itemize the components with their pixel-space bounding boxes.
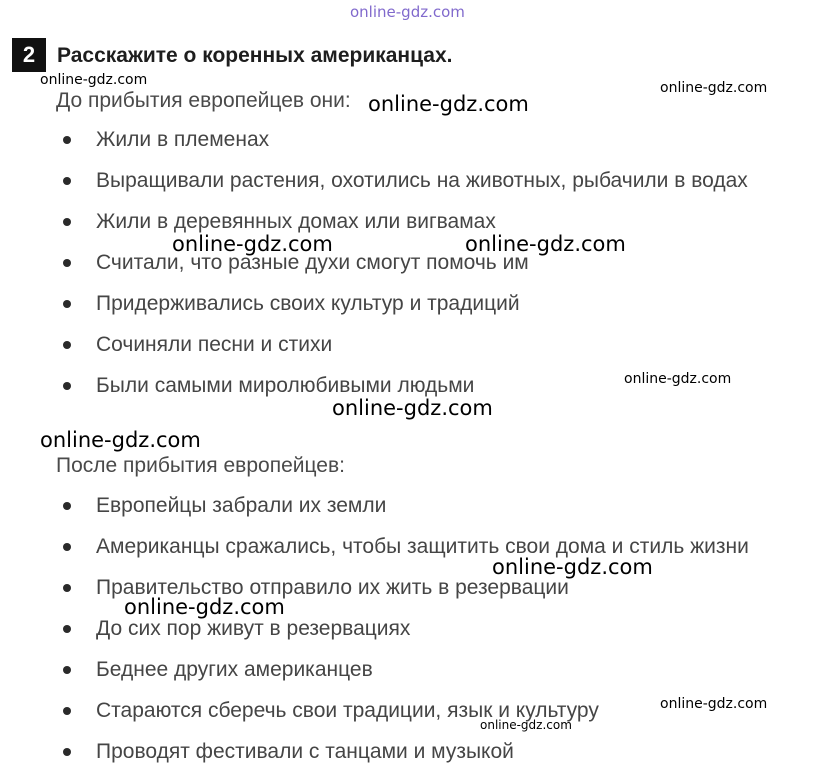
bullet-icon <box>63 502 71 510</box>
watermark: online-gdz.com <box>40 428 201 452</box>
list-item-text: Сочиняли песни и стихи <box>96 333 333 356</box>
bullet-icon <box>63 136 71 144</box>
list-item-text: Стараются сберечь свои традиции, язык и культуру <box>96 699 599 722</box>
list-item-text: Правительство отправило их жить в резервации <box>96 576 569 599</box>
list-item-text: Придерживались своих культур и традиций <box>96 292 520 315</box>
list-item-text: Считали, что разные духи смогут помочь им <box>96 251 529 274</box>
bullet-icon <box>63 259 71 267</box>
watermark: online-gdz.com <box>660 80 768 96</box>
watermark: online-gdz.com <box>350 3 465 21</box>
bullet-icon <box>63 748 71 756</box>
watermark: online-gdz.com <box>660 696 768 712</box>
bullet-icon <box>63 218 71 226</box>
list-item-text: Жили в племенах <box>96 128 270 151</box>
list-item-text: Выращивали растения, охотились на животных, рыбачили в водах <box>96 169 748 192</box>
watermark: online-gdz.com <box>172 232 333 256</box>
list-item-text: До сих пор живут в резервациях <box>96 617 411 640</box>
watermark: online-gdz.com <box>124 595 285 619</box>
list-item-text: Были самыми миролюбивыми людьми <box>96 374 475 397</box>
bullet-icon <box>63 584 71 592</box>
watermark: online-gdz.com <box>332 396 493 420</box>
watermark: online-gdz.com <box>624 371 732 387</box>
watermark: online-gdz.com <box>465 232 626 256</box>
bullet-icon <box>63 341 71 349</box>
bullet-icon <box>63 707 71 715</box>
bullet-icon <box>63 300 71 308</box>
watermark: online-gdz.com <box>492 555 653 579</box>
list-item-text: Американцы сражались, чтобы защитить свои дома и стиль жизни <box>96 535 749 558</box>
after-arrival-intro: После прибытия европейцев: <box>56 454 345 477</box>
list-item-text: Жили в деревянных домах или вигвамах <box>96 210 496 233</box>
bullet-icon <box>63 666 71 674</box>
bullet-icon <box>63 543 71 551</box>
watermark: online-gdz.com <box>368 92 529 116</box>
bullet-icon <box>63 382 71 390</box>
before-arrival-intro: До прибытия европейцев они: <box>56 89 351 112</box>
bullet-icon <box>63 625 71 633</box>
watermark: online-gdz.com <box>40 72 148 88</box>
task-number-badge: 2 <box>12 38 46 72</box>
list-item-text: Беднее других американцев <box>96 658 373 681</box>
bullet-icon <box>63 177 71 185</box>
list-item-text: Проводят фестивали с танцами и музыкой <box>96 740 514 763</box>
task-title: Расскажите о коренных американцах. <box>57 44 453 67</box>
watermark: online-gdz.com <box>480 718 572 732</box>
list-item-text: Европейцы забрали их земли <box>96 494 387 517</box>
